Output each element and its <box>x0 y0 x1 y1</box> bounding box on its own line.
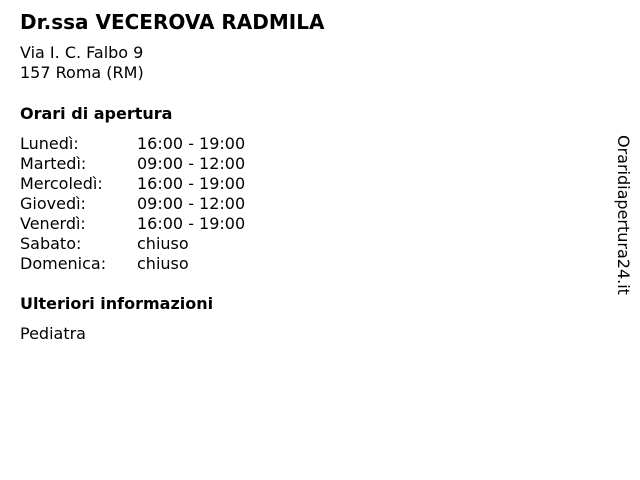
day-label: Domenica: <box>20 254 107 273</box>
day-label: Venerdì: <box>20 214 86 233</box>
day-label: Sabato: <box>20 234 82 253</box>
hours-value: 09:00 - 12:00 <box>137 194 246 213</box>
hours-row-sunday <box>20 254 245 274</box>
hours-value: 16:00 - 19:00 <box>137 214 246 233</box>
hours-value: 16:00 - 19:00 <box>137 134 246 153</box>
hours-row-friday <box>20 214 245 234</box>
hours-value: 16:00 - 19:00 <box>137 174 246 193</box>
more-info-heading: Ulteriori informazioni <box>20 294 214 313</box>
hours-row-monday <box>20 134 245 154</box>
hours-value: chiuso <box>137 234 189 253</box>
page-title: Dr.ssa VECEROVA RADMILA <box>20 10 325 34</box>
hours-row-tuesday <box>20 154 245 174</box>
address-street: Via I. C. Falbo 9 <box>20 43 144 62</box>
address-city: 157 Roma (RM) <box>20 63 144 82</box>
hours-value: chiuso <box>137 254 189 273</box>
site-watermark: Oraridiapertura24.it <box>614 135 633 295</box>
hours-row-saturday <box>20 234 245 254</box>
opening-hours-heading: Orari di apertura <box>20 104 173 123</box>
day-label: Giovedì: <box>20 194 86 213</box>
hours-row-thursday <box>20 194 245 214</box>
day-label: Lunedì: <box>20 134 79 153</box>
address <box>20 43 144 83</box>
day-label: Mercoledì: <box>20 174 103 193</box>
more-info-text: Pediatra <box>20 324 86 343</box>
opening-hours-table <box>20 134 245 274</box>
hours-row-wednesday <box>20 174 245 194</box>
hours-value: 09:00 - 12:00 <box>137 154 246 173</box>
day-label: Martedì: <box>20 154 87 173</box>
